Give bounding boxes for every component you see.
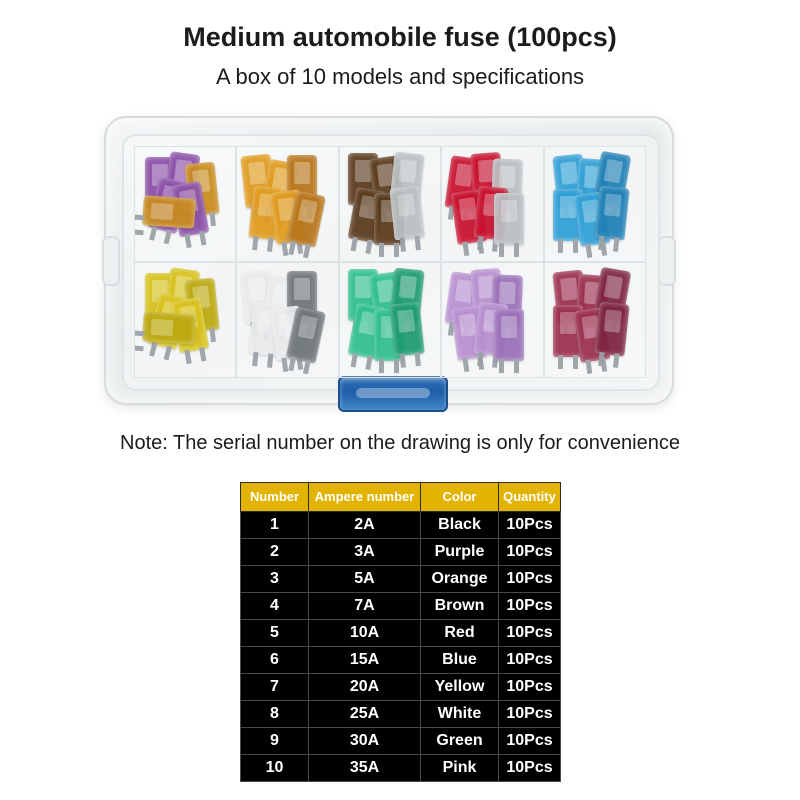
spec-table-head: [241, 483, 561, 512]
compartment-top-5: [544, 146, 646, 262]
table-row: [241, 647, 561, 674]
compartment-bottom-3: [339, 262, 441, 378]
fuse-stack: [141, 153, 229, 255]
cell-ampere: 30A: [309, 728, 421, 755]
compartment-bottom-1: [134, 262, 236, 378]
cell-number: 2: [241, 539, 309, 566]
compartment-grid: [134, 146, 646, 378]
cell-number: 10: [241, 755, 309, 782]
spec-table: [240, 482, 561, 782]
cell-quantity: 10Pcs: [499, 728, 561, 755]
compartment-top-1: [134, 146, 236, 262]
compartment-bottom-4: [441, 262, 543, 378]
fuse-stack: [243, 153, 331, 255]
fuse-blade: [142, 311, 196, 345]
cell-color: Blue: [421, 647, 499, 674]
compartment-bottom-5: [544, 262, 646, 378]
cell-number: 6: [241, 647, 309, 674]
table-row: [241, 728, 561, 755]
cell-quantity: 10Pcs: [499, 539, 561, 566]
cell-quantity: 10Pcs: [499, 593, 561, 620]
spec-table-body: [241, 512, 561, 782]
hinge-right: [658, 236, 676, 286]
column-header-quantity: Quantity: [499, 483, 561, 512]
table-row: [241, 593, 561, 620]
fuse-box-case: [104, 116, 674, 405]
cell-color: Yellow: [421, 674, 499, 701]
cell-quantity: 10Pcs: [499, 674, 561, 701]
cell-ampere: 5A: [309, 566, 421, 593]
compartment-top-4: [441, 146, 543, 262]
cell-ampere: 20A: [309, 674, 421, 701]
cell-number: 3: [241, 566, 309, 593]
cell-ampere: 7A: [309, 593, 421, 620]
fuse-stack: [448, 153, 536, 255]
table-header-row: [241, 483, 561, 512]
table-row: [241, 512, 561, 539]
table-row: [241, 539, 561, 566]
fuse-stack: [346, 269, 434, 371]
cell-quantity: 10Pcs: [499, 701, 561, 728]
cell-color: Pink: [421, 755, 499, 782]
fuse-stack: [141, 269, 229, 371]
spec-table-wrapper: [240, 482, 560, 782]
cell-ampere: 25A: [309, 701, 421, 728]
cell-number: 5: [241, 620, 309, 647]
latch-clip: [338, 376, 448, 412]
fuse-blade: [594, 186, 629, 241]
cell-ampere: 10A: [309, 620, 421, 647]
cell-number: 1: [241, 512, 309, 539]
fuse-stack: [346, 153, 434, 255]
cell-color: Black: [421, 512, 499, 539]
page-subtitle: A box of 10 models and specifications: [215, 64, 585, 89]
cell-color: Orange: [421, 566, 499, 593]
fuse-stack: [448, 269, 536, 371]
product-photo: [98, 108, 678, 408]
hinge-left: [102, 236, 120, 286]
cell-color: Red: [421, 620, 499, 647]
compartment-top-2: [236, 146, 338, 262]
note-text: Note: The serial number on the drawing is only for convenience: [120, 432, 680, 454]
cell-number: 4: [241, 593, 309, 620]
fuse-blade: [494, 309, 524, 361]
fuse-stack: [243, 269, 331, 371]
table-row: [241, 755, 561, 782]
cell-color: White: [421, 701, 499, 728]
cell-number: 7: [241, 674, 309, 701]
table-row: [241, 674, 561, 701]
cell-ampere: 2A: [309, 512, 421, 539]
fuse-blade: [389, 186, 424, 241]
cell-ampere: 3A: [309, 539, 421, 566]
cell-color: Brown: [421, 593, 499, 620]
cell-quantity: 10Pcs: [499, 620, 561, 647]
cell-number: 9: [241, 728, 309, 755]
compartment-bottom-2: [236, 262, 338, 378]
fuse-stack: [551, 269, 639, 371]
fuse-blade: [494, 193, 524, 245]
cell-color: Purple: [421, 539, 499, 566]
cell-quantity: 10Pcs: [499, 566, 561, 593]
table-row: [241, 620, 561, 647]
column-header-ampere: Ampere number: [309, 483, 421, 512]
cell-ampere: 15A: [309, 647, 421, 674]
fuse-blade: [142, 195, 196, 229]
fuse-blade: [594, 302, 629, 357]
table-row: [241, 701, 561, 728]
fuse-blade: [389, 302, 424, 357]
cell-quantity: 10Pcs: [499, 512, 561, 539]
cell-number: 8: [241, 701, 309, 728]
cell-quantity: 10Pcs: [499, 755, 561, 782]
cell-color: Green: [421, 728, 499, 755]
column-header-color: Color: [421, 483, 499, 512]
cell-quantity: 10Pcs: [499, 647, 561, 674]
compartment-top-3: [339, 146, 441, 262]
cell-ampere: 35A: [309, 755, 421, 782]
page-title: Medium automobile fuse (100pcs): [183, 22, 617, 52]
fuse-stack: [551, 153, 639, 255]
column-header-number: Number: [241, 483, 309, 512]
table-row: [241, 566, 561, 593]
